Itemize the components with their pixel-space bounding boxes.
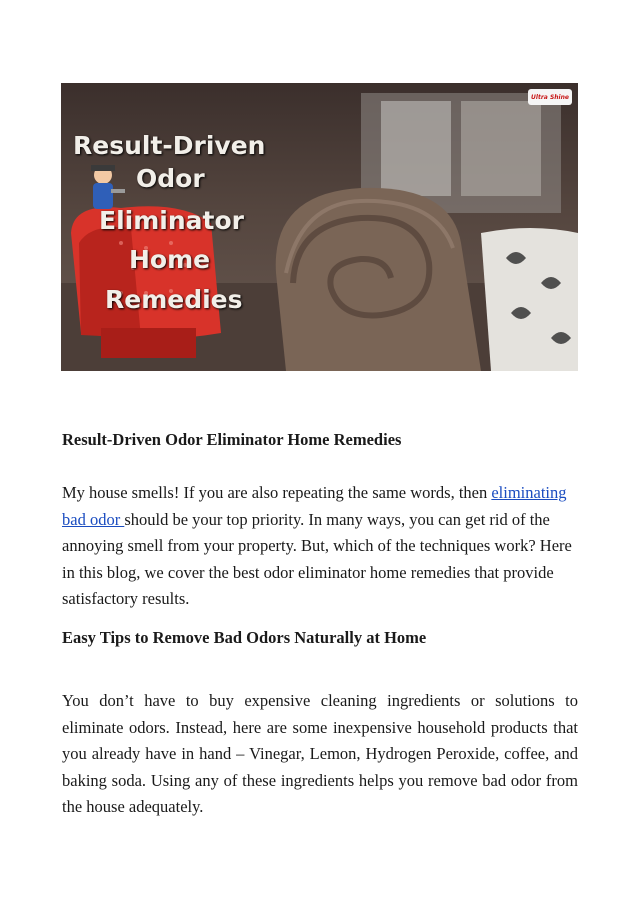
brand-logo-text: Ultra Shine	[531, 93, 569, 101]
article-heading: Result-Driven Odor Eliminator Home Remedies	[62, 430, 402, 449]
section-subheading: Easy Tips to Remove Bad Odors Naturally at Home	[62, 628, 427, 647]
eliminating-bad-odor-link[interactable]: eliminating bad odor	[62, 483, 567, 529]
hero-title-line-2: Odor	[136, 164, 205, 193]
hero-title-line-4: Home	[129, 245, 211, 274]
intro-text-start: My house smells! If you are also repeating the same words, then	[62, 483, 492, 502]
body-paragraph: You don’t have to buy expensive cleaning ingredients or solutions to eliminate odors. Instead, here are some inexpensive household products that you already have in hand – Vinegar, Lemon, Hydrogen Peroxide, coffee, and baking soda. Using any of these ingredients helps you remove bad odor from the house adequately.	[62, 691, 578, 817]
brand-logo	[528, 89, 572, 105]
hero-title-line-5: Remedies	[105, 285, 243, 314]
hero-title-line-1: Result-Driven	[73, 131, 266, 160]
intro-text-end: should be your top priority. In many ways, you can get rid of the annoying smell from your property. But, which of the techniques work? Here in this blog, we cover the best odor eliminator home remedies that provide satisfactory results.	[62, 509, 572, 609]
hero-image	[61, 83, 578, 371]
hero-title-line-3: Eliminator	[99, 206, 244, 235]
intro-paragraph	[62, 480, 578, 613]
